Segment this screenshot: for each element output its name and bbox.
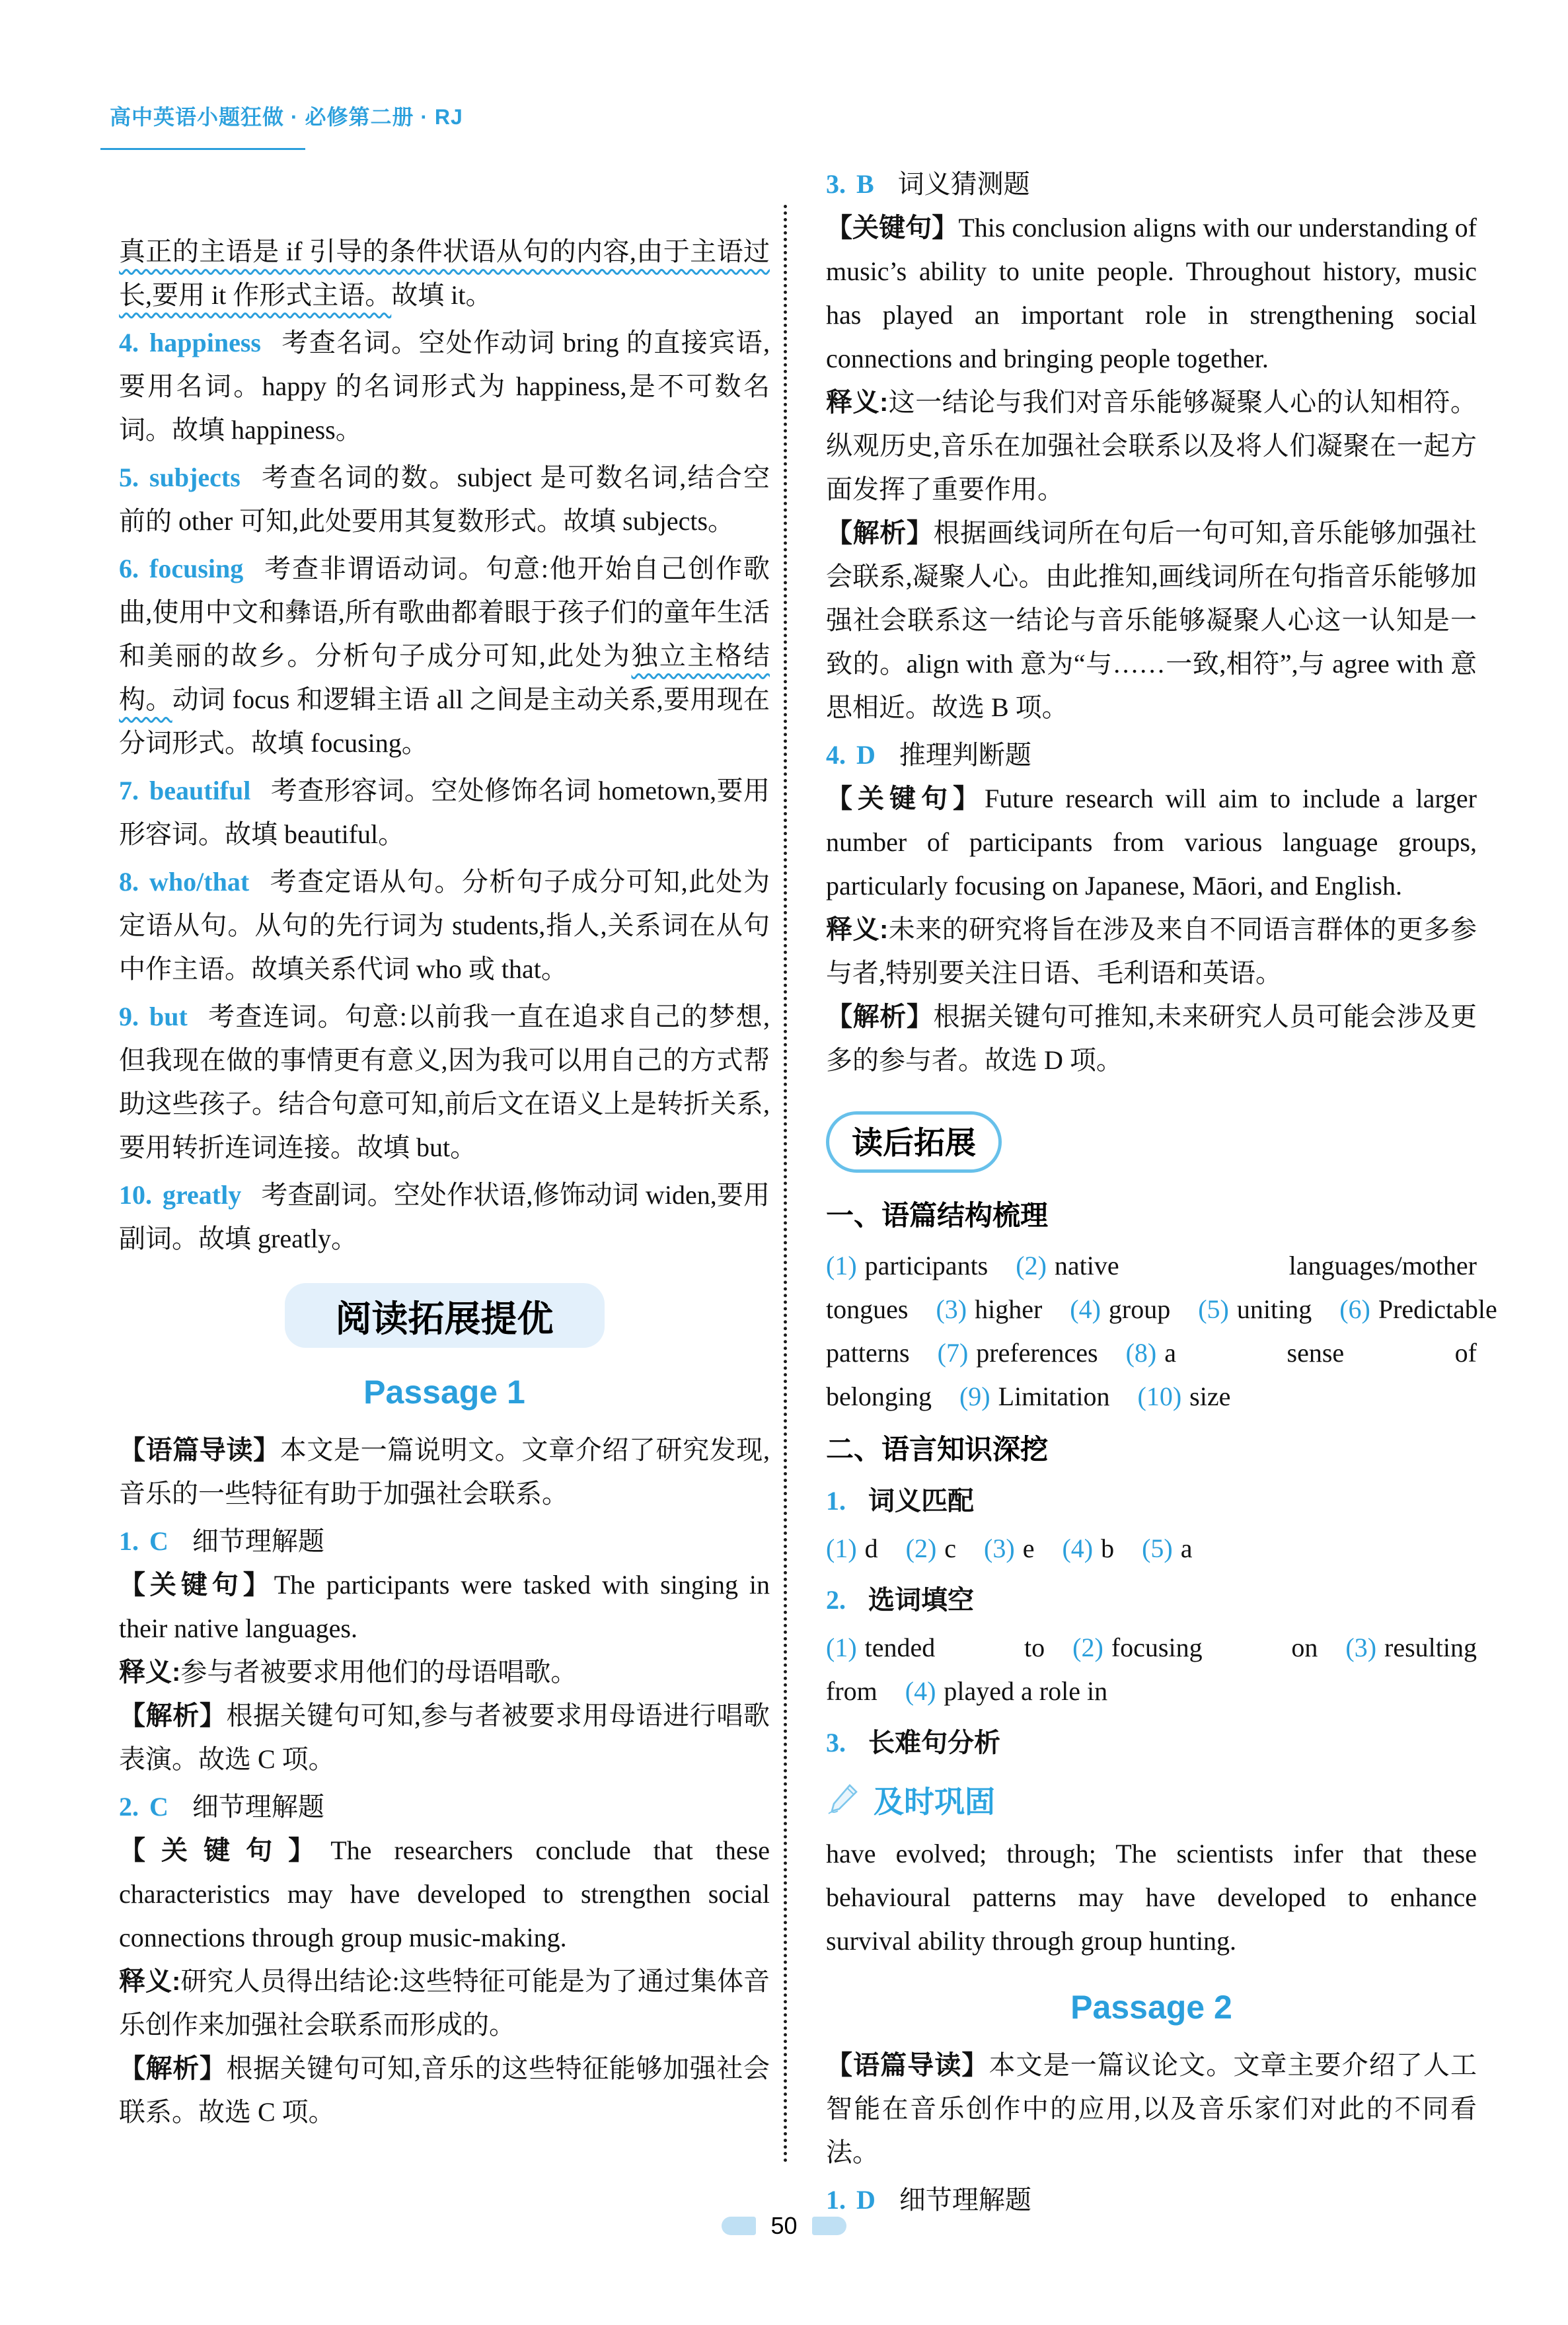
blank-number: (8) [1125,1338,1157,1368]
passage2-title: Passage 2 [1070,1989,1232,2026]
blank-answer: Predictable patterns [826,1294,1497,1368]
question-type: 细节理解题 [899,2185,1031,2215]
grammar-item-9 [119,995,770,1169]
section-banner-reading-extension [285,1283,605,1348]
question-type: 词义猜测题 [897,169,1030,199]
subsection-sentence-analysis [826,1721,1477,1765]
blank-answer: played a role in [944,1676,1108,1706]
page-number: 50 [770,2212,798,2239]
language-section-title: 二、语言知识深挖 [826,1434,1049,1465]
question-type: 推理判断题 [899,740,1031,770]
passage1-q1-key-sentence [119,1563,770,1650]
item-number: 10. [119,1180,152,1210]
key-sentence-label: 【关键句】 [119,1570,274,1600]
paraphrase-text: 研究人员得出结论:这些特征可能是为了通过集体音乐创作来加强社会联系而形成的。 [119,1966,770,2040]
blank-answer: tended to [864,1633,1045,1662]
subsection-label: 长难句分析 [868,1728,1000,1757]
key-sentence-label: 【关键句】 [119,1836,331,1865]
header-rule [100,148,305,150]
footer-pill-right [812,2217,846,2235]
question-type: 细节理解题 [192,1792,324,1822]
item-explanation: 考查连词。句意:以前我一直在追求自己的梦想,但我现在做的事情更有意义,因为我可以用自己的方式帮助这些孩子。结合句意可知,前后文在语义上是转折关系,要用转折连词连接。故填 but。 [119,1002,770,1162]
subsection-label: 选词填空 [868,1586,974,1615]
blank-answer: uniting [1236,1294,1312,1324]
left-column [119,230,770,2134]
grammar-item-8 [119,860,770,991]
item-answer: beautiful [149,776,251,805]
blank-number: (10) [1137,1382,1182,1411]
analysis-label: 【解析】 [119,2054,227,2083]
item-explanation: 考查副词。空处作状语,修饰动词 widen,要用副词。故填 greatly。 [119,1180,770,1253]
item-number: 9. [119,1002,139,1031]
subsection-word-fill [826,1578,1477,1622]
paraphrase-text: 参与者被要求用他们的母语唱歌。 [180,1657,578,1687]
grammar-item-10 [119,1173,770,1261]
grammar-item-7 [119,769,770,856]
analysis-text: 根据关键句可知,参与者被要求用母语进行唱歌表演。故选 C 项。 [119,1701,770,1774]
item-number: 6. [119,554,139,583]
blank-number: (5) [1142,1533,1173,1563]
page-footer [0,2212,1568,2240]
question-number: 1. [119,1526,139,1556]
analysis-text: 根据关键句可知,音乐的这些特征能够加强社会联系。故选 C 项。 [119,2053,770,2127]
grammar-item-5 [119,456,770,543]
passage1-q3-analysis [826,511,1477,729]
blank-number: (4) [1070,1294,1101,1324]
blank-number: (2) [905,1533,937,1563]
intro-text: 本文是一篇说明文。文章介绍了研究发现,音乐的一些特征有助于加强社会联系。 [119,1435,770,1508]
passage1-q2-key-sentence [119,1829,770,1960]
key-sentence-text: Future research will aim to include a larger number of participants from various language groups, particularly focusing on Japanese, Māori, and English. [826,784,1477,901]
question-number: 4. [826,740,846,770]
blank-answer: resulting from [826,1633,1477,1706]
analysis-text: 根据关键句可推知,未来研究人员可能会涉及更多的参与者。故选 D 项。 [826,1002,1477,1075]
blank-number: (2) [1072,1633,1103,1662]
blank-answer: Limitation [998,1382,1110,1411]
item-number: 4. [119,328,139,357]
blank-number: (7) [937,1338,969,1368]
wavy-highlight-text: 独立主格结构。 [119,641,770,714]
blank-number: (1) [826,1251,857,1280]
blank-number: (4) [905,1676,936,1706]
question-type: 细节理解题 [192,1526,324,1556]
sentence-analysis-answer [826,1832,1477,1963]
blank-answer: focusing on [1111,1633,1318,1662]
analysis-label: 【解析】 [119,1701,227,1730]
passage1-intro [119,1428,770,1516]
paraphrase-label: 释义: [826,388,889,417]
blank-answer: group [1108,1294,1171,1324]
subsection-number: 3. [826,1728,846,1757]
intro-label: 【语篇导读】 [119,1436,280,1465]
blank-number: (3) [1345,1633,1377,1662]
right-column [826,163,1497,2222]
passage1-q2-answer-line [119,1785,770,1829]
blank-number: (2) [1016,1251,1047,1280]
paraphrase-text: 未来的研究将旨在涉及来自不同语言群体的更多参与者,特别要关注日语、毛利语和英语。 [826,914,1477,988]
passage1-q4-answer-line [826,733,1477,777]
blank-answer: size [1189,1382,1231,1411]
key-sentence-text: The participants were tasked with singing in their native languages. [119,1570,770,1643]
passage1-q4-key-sentence [826,777,1477,908]
paraphrase-label: 释义: [119,1658,181,1687]
intro-paragraph [119,230,770,317]
passage1-q1-paraphrase [119,1650,770,1694]
passage1-q2-analysis [119,2047,770,2134]
blank-number: (1) [826,1533,857,1563]
key-sentence-label: 【关键句】 [826,213,959,242]
subsection-label: 词义匹配 [868,1487,974,1516]
key-sentence-label: 【关键句】 [826,784,985,813]
wavy-highlight-text: 真正的主语是 if 引导的条件状语从句的内容,由于主语过长,要用 it 作形式主语。 [119,237,770,310]
blank-answer: participants [864,1251,989,1280]
timely-consolidation-label: 及时巩固 [874,1785,995,1819]
blank-number: (1) [826,1633,857,1662]
blank-answer: native languages/mother tongues [826,1251,1477,1324]
analysis-answer-text: have evolved; through; The scientists infer that these behavioural patterns may have developed to enhance survival ability through group hunting. [826,1839,1477,1956]
intro-text: 本文是一篇议论文。文章主要介绍了人工智能在音乐创作中的应用,以及音乐家们对此的不同看法。 [826,2050,1477,2167]
item-explanation: 动词 focus 和逻辑主语 all 之间是主动关系,要用现在分词形式。故填 focusing。 [119,684,770,758]
blank-number: (4) [1062,1533,1094,1563]
structure-fill-answers [826,1244,1497,1419]
blank-answer: d [864,1533,878,1563]
item-number: 7. [119,776,139,805]
item-answer: focusing [149,554,244,583]
analysis-label: 【解析】 [826,519,934,548]
question-answer: D [856,740,876,770]
grammar-item-4 [119,321,770,452]
blank-answer: c [944,1533,957,1563]
pencil-icon [826,1781,860,1819]
question-answer: C [149,1792,168,1822]
footer-pill-left [722,2217,756,2235]
section-banner-label: 阅读拓展提优 [335,1298,554,1339]
item-explanation: 考查非谓语动词。句意:他开始自己创作歌曲,使用中文和彝语,所有歌曲都着眼于孩子们的童年生活和美丽的故乡。分析句子成分可知,此处为 [119,554,770,671]
blank-answer: e [1022,1533,1035,1563]
item-answer: greatly [163,1180,242,1210]
blank-answer: preferences [976,1338,1098,1368]
blank-number: (3) [984,1533,1015,1563]
question-number: 2. [119,1792,139,1822]
question-answer: C [149,1526,168,1556]
blank-answer: a sense of belonging [826,1338,1477,1411]
passage1-q3-paraphrase [826,381,1477,511]
blank-answer: higher [975,1294,1043,1324]
post-reading-badge-label: 读后拓展 [852,1125,976,1160]
key-sentence-text: This conclusion aligns with our understanding of music’s ability to unite people. Throughout history, music has played an important role in strengthening social connections and bringing people together. [826,213,1477,373]
item-number: 5. [119,462,139,492]
question-number: 1. [826,2185,846,2215]
passage2-intro [826,2044,1477,2174]
passage1-q2-paraphrase [119,1960,770,2047]
question-number: 3. [826,169,846,199]
post-reading-badge [826,1111,1002,1173]
book-series-title: 高中英语小题狂做 · 必修第二册 · RJ [110,105,463,129]
timely-consolidation-header [826,1778,1477,1822]
passage1-q4-analysis [826,995,1477,1082]
item-answer: happiness [149,328,261,357]
blank-answer: a [1180,1533,1193,1563]
question-answer: D [856,2185,876,2215]
paraphrase-text: 这一结论与我们对音乐能够凝聚人心的认知相符。纵观历史,音乐在加强社会联系以及将人们凝聚在一起方面发挥了重要作用。 [826,387,1477,504]
paraphrase-label: 释义: [826,915,889,944]
grammar-item-6 [119,547,770,765]
word-fill-answers [826,1626,1477,1713]
passage1-q4-paraphrase [826,908,1477,995]
passage1-q1-analysis [119,1694,770,1781]
blank-answer: b [1101,1533,1115,1563]
paraphrase-label: 释义: [119,1967,181,1996]
intro-label: 【语篇导读】 [826,2051,989,2080]
item-explanation: 考查定语从句。分析句子成分可知,此处为定语从句。从句的先行词为 students,指人,关系词在从句中作主语。故填关系代词 who 或 that。 [119,867,770,984]
blank-number: (3) [936,1294,967,1324]
blank-number: (6) [1339,1294,1370,1324]
word-matching-answers [826,1527,1477,1570]
analysis-text: 根据画线词所在句后一句可知,音乐能够加强社会联系,凝聚人心。由此推知,画线词所在句指音乐能够加强社会联系这一结论与音乐能够凝聚人心这一认知是一致的。align with 意为“与……一致,相符”,与 agree with 意思相近。故选 B 项。 [826,518,1477,722]
blank-number: (5) [1198,1294,1229,1324]
item-answer: subjects [149,462,241,492]
passage1-q3-key-sentence [826,206,1477,381]
item-answer: who/that [149,867,250,897]
blank-number: (9) [959,1382,990,1411]
question-answer: B [856,169,874,199]
passage1-q1-answer-line [119,1520,770,1563]
intro-rest-text: 故填 it。 [391,280,492,310]
item-answer: but [149,1002,188,1031]
item-explanation: 考查形容词。空处修饰名词 hometown,要用形容词。故填 beautiful。 [119,776,770,849]
column-divider [784,205,787,2164]
subsection-number: 1. [826,1486,846,1516]
passage1-q3-answer-line [826,163,1477,206]
analysis-label: 【解析】 [826,1002,934,1031]
subsection-word-matching [826,1479,1477,1523]
item-explanation: 考查名词。空处作动词 bring 的直接宾语,要用名词。happy 的名词形式为 happiness,是不可数名词。故填 happiness。 [119,328,770,445]
item-number: 8. [119,867,139,897]
item-explanation: 考查名词的数。subject 是可数名词,结合空前的 other 可知,此处要用其复数形式。故填 subjects。 [119,462,770,536]
key-sentence-text: The researchers conclude that these characteristics may have developed to strengthen social connections through group music-making. [119,1835,770,1952]
subsection-number: 2. [826,1585,846,1615]
passage1-title: Passage 1 [363,1374,525,1411]
structure-section-title: 一、语篇结构梳理 [826,1200,1049,1231]
